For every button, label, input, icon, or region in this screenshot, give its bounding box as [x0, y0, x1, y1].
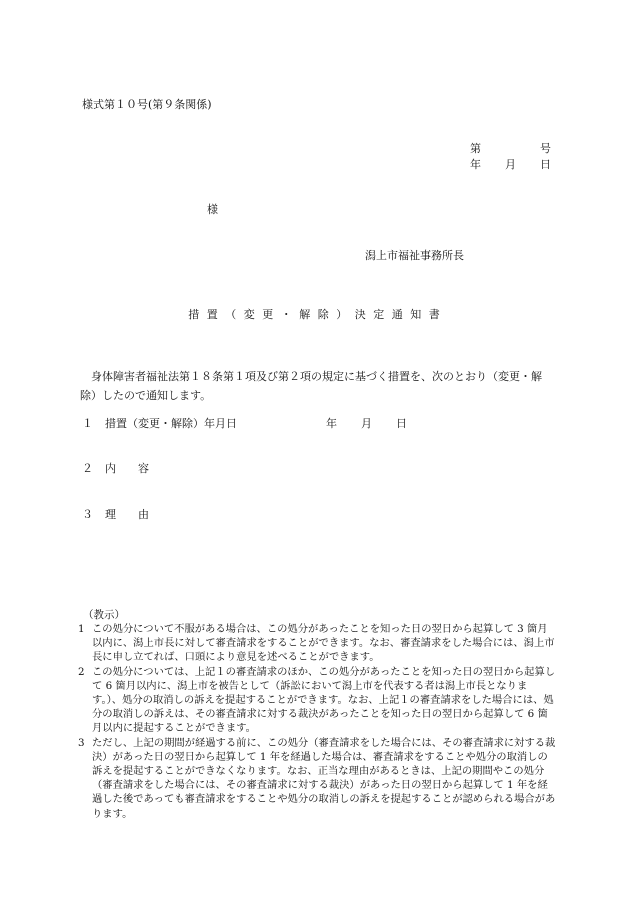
doc-date-day: 日 [540, 158, 551, 171]
notice-entry-text: この処分について不服がある場合は、この処分があったことを知った日の翌日から起算して 3 箇月以内に、潟上市長に対して審査請求をすることができます。なお、審査請求をした場合には、潟上市長に申し立てれば、口頭により意見を述べることができます。 [92, 623, 555, 664]
document-title: 措 置 （ 変 更 ・ 解 除 ） 決 定 通 知 書 [188, 308, 442, 321]
item-1-number: １ [82, 417, 93, 430]
item-1-month: 月 [361, 417, 372, 430]
notice-heading: （教示） [83, 609, 125, 621]
doc-number-go: 号 [540, 142, 551, 155]
item-3-number: ３ [82, 508, 93, 521]
sender-name: 潟上市福祉事務所長 [365, 249, 464, 262]
recipient-suffix: 様 [207, 203, 218, 216]
notice-entry-number: 1 [78, 623, 85, 635]
form-label: 様式第１０号(第９条関係) [82, 98, 212, 111]
item-2-number: ２ [82, 462, 93, 475]
notice-entry-number: 3 [78, 736, 85, 749]
notice-entry [78, 622, 556, 665]
item-3-label: 理 由 [105, 508, 149, 521]
lead-paragraph: 身体障害者福祉法第１８条第１項及び第２項の規定に基づく措置を、次のとおり（変更・解除）したので通知します。 [80, 370, 542, 402]
item-1-label: 措置（変更・解除）年月日 [105, 417, 237, 430]
doc-number-dai: 第 [470, 142, 481, 155]
item-2-label: 内 容 [105, 462, 149, 475]
item-1-day: 日 [396, 417, 407, 430]
notice-entry-text: ただし、上記の期間が経過する前に、この処分（審査請求をした場合には、その審査請求に対する裁決）があった日の翌日から起算して 1 年を経過した場合は、審査請求をすることや処分の取消しの訴えを提起することができなくなります。なお、正当な理由があるときは、上記の期間やこの処分（審査請求をした場合には、その審査請求に対する裁決）があった日の翌日から起算して 1 年を経過した後であっても審査請求をすることや処分の取消しの訴えを提起することが認められる場合があります。 [92, 736, 556, 820]
item-1-year: 年 [326, 417, 337, 430]
notice-section [78, 622, 556, 821]
notice-entry [78, 665, 556, 736]
notice-entry [78, 736, 556, 821]
doc-date-year: 年 [470, 158, 481, 171]
notice-entry-text: この処分については、上記１の審査請求のほか、この処分があったことを知った日の翌日から起算して 6 箇月以内に、潟上市を被告として（訴訟において潟上市を代表する者は潟上市長となります。）、処分の取消しの訴えを提起することができます。なお、上記１の審査請求をした場合には、処分の取消しの訴えは、その審査請求に対する裁決があったことを知った日の翌日から起算して 6 箇月以内に提起することができます。 [92, 665, 556, 735]
doc-date-month: 月 [505, 158, 516, 171]
notice-entry-number: 2 [78, 665, 85, 678]
